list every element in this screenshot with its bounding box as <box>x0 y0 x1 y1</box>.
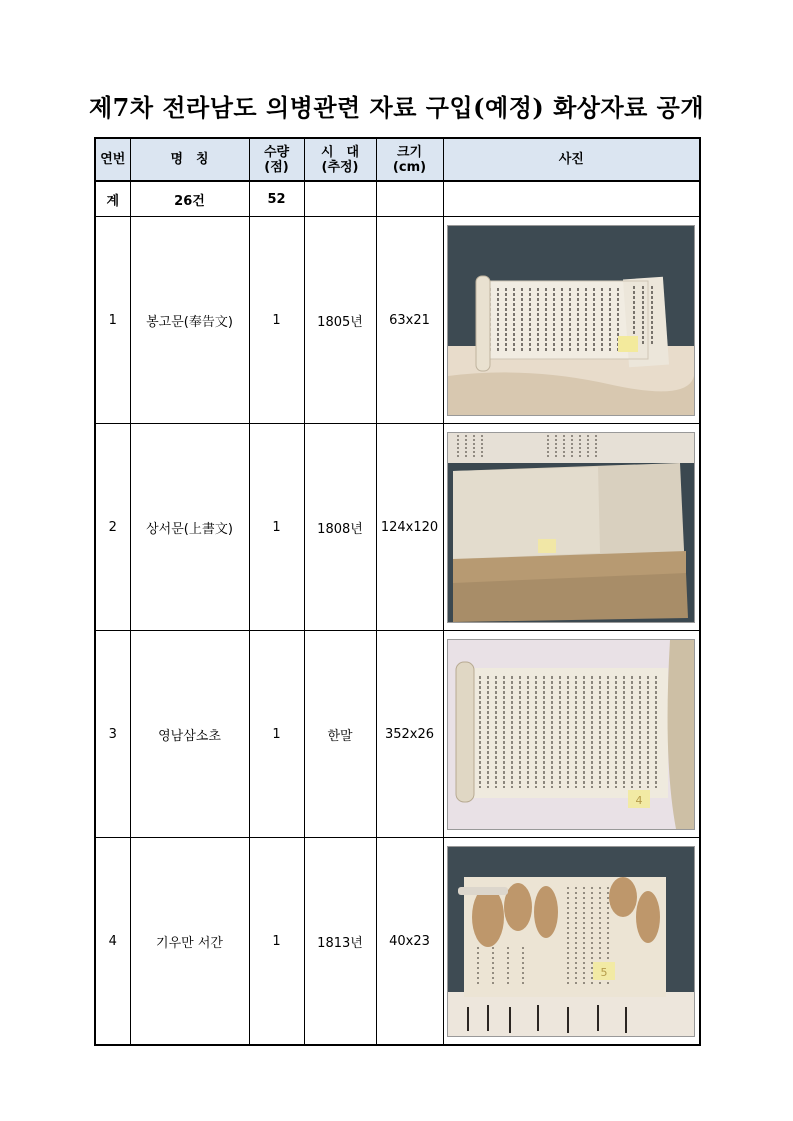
photo-tag-3: 4 <box>635 793 643 807</box>
table-row <box>95 217 700 424</box>
row-photo-cell <box>443 217 700 424</box>
summary-era <box>304 181 376 217</box>
row-name: 영남삼소초 <box>130 631 249 838</box>
summary-size <box>376 181 443 217</box>
row-era: 한말 <box>304 631 376 838</box>
scroll-photo-image <box>448 226 694 415</box>
row-qty: 1 <box>249 424 304 631</box>
document-photo-2[interactable] <box>447 432 695 623</box>
row-size: 124x120 <box>376 424 443 631</box>
long-scroll-image <box>448 640 694 829</box>
row-no: 3 <box>95 631 130 838</box>
document-photo-3[interactable] <box>447 639 695 830</box>
header-no: 연번 <box>95 138 130 181</box>
letter-photo-image <box>448 847 694 1036</box>
table-row <box>95 631 700 838</box>
row-name: 기우만 서간 <box>130 838 249 1046</box>
table-row <box>95 838 700 1046</box>
page-title: 제7차 전라남도 의병관련 자료 구입(예정) 화상자료 공개 <box>88 93 705 122</box>
row-era: 1808년 <box>304 424 376 631</box>
header-size-line1: 크기 <box>396 144 423 160</box>
folded-document-image <box>448 433 694 622</box>
row-era: 1805년 <box>304 217 376 424</box>
row-photo-cell <box>443 838 700 1046</box>
header-size-line2: (cm) <box>392 159 427 175</box>
summary-photo <box>443 181 700 217</box>
summary-qty: 52 <box>249 181 304 217</box>
header-era <box>304 138 376 181</box>
header-qty-line2: (점) <box>264 159 289 175</box>
header-photo: 사진 <box>443 138 700 181</box>
row-qty: 1 <box>249 838 304 1046</box>
row-qty: 1 <box>249 217 304 424</box>
header-qty <box>249 138 304 181</box>
header-qty-line1: 수량 <box>263 144 290 160</box>
header-row <box>95 138 700 181</box>
row-no: 4 <box>95 838 130 1046</box>
header-size <box>376 138 443 181</box>
header-era-line2: (추정) <box>321 159 359 175</box>
document-photo-4[interactable] <box>447 846 695 1037</box>
row-no: 1 <box>95 217 130 424</box>
row-photo-cell <box>443 424 700 631</box>
header-era-line1: 시 대 <box>320 144 360 160</box>
row-name: 상서문(上書文) <box>130 424 249 631</box>
summary-count: 26건 <box>130 181 249 217</box>
row-no: 2 <box>95 424 130 631</box>
summary-row <box>95 181 700 217</box>
header-name: 명 칭 <box>130 138 249 181</box>
photo-tag-4: 5 <box>600 965 608 979</box>
row-era: 1813년 <box>304 838 376 1046</box>
row-qty: 1 <box>249 631 304 838</box>
row-size: 63x21 <box>376 217 443 424</box>
row-photo-cell <box>443 631 700 838</box>
row-size: 40x23 <box>376 838 443 1046</box>
row-size: 352x26 <box>376 631 443 838</box>
materials-table <box>94 137 701 1046</box>
document-photo-1[interactable] <box>447 225 695 416</box>
summary-label: 계 <box>95 181 130 217</box>
row-name: 봉고문(奉告文) <box>130 217 249 424</box>
table-row <box>95 424 700 631</box>
